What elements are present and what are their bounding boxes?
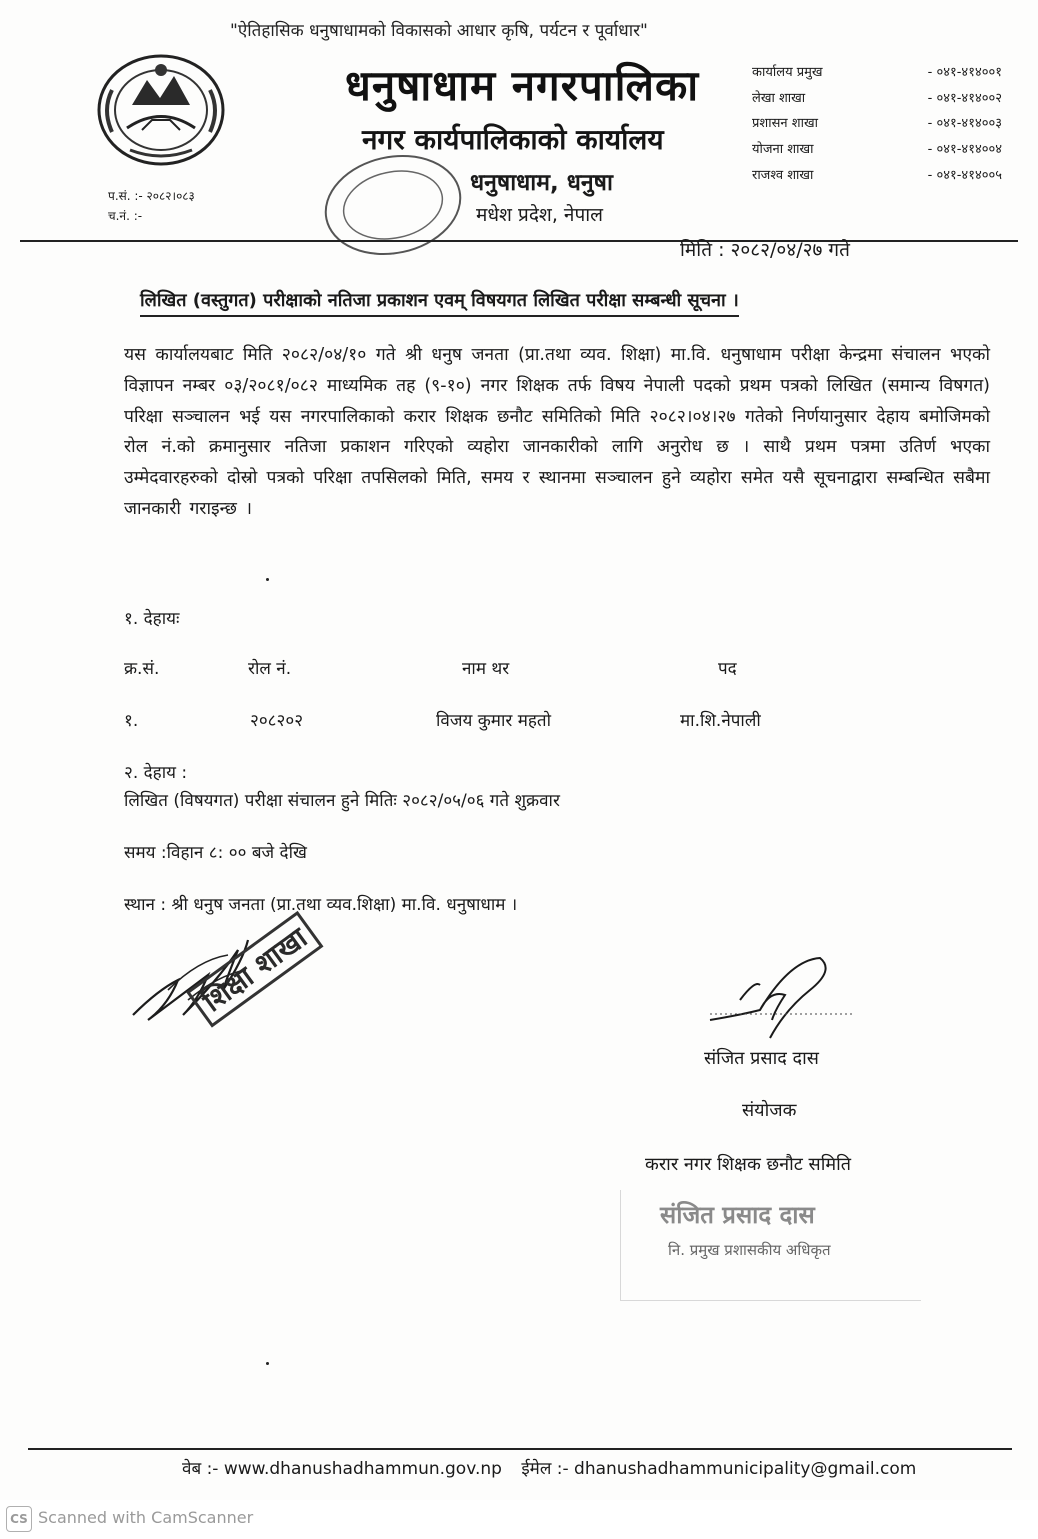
notice-body: यस कार्यालयबाट मिति २०८२/०४/१० गते श्री धनुष जनता (प्रा.तथा व्यव. शिक्षा) मा.वि. धनुषाधाम परीक्षा केन्द्रमा संचालन भएको विज्ञापन नम्बर ०३/२०८१/०८२ माध्यमिक तह (९-१०) नगर शिक्षक तर्फ विषय नेपाली पदको प्रथम पत्रको लिखित (समान्य विषगत) परिक्षा सञ्चालन भई यस नगरपालिकाको करार शिक्षक छनौट समितिको मिति २०८२।०४।२७ गतेको निर्णयानुसार देहाय बमोजिमको रोल नं.को क्रमानुसार नतिजा प्रकाशन गरिएको व्यहोरा जानकारीको लागि अनुरोध छ । साथै प्रथम पत्रमा उतिर्ण भएका उम्मेदवारहरुको दोस्रो पत्रको परिक्षा तपसिलको मिति, समय र स्थानमा सञ्चालन हुने व्यहोरा समेत यसै सूचनाद्वारा सम्बन्धित सबैमा जानकारी गराइन्छ ।: [124, 345, 990, 519]
contact-row: [752, 135, 1002, 161]
footer-email: ईमेल :- dhanushadhammunicipality@gmail.com: [521, 1459, 917, 1479]
col-header-name: नाम थर: [462, 659, 510, 679]
contact-list: [752, 58, 1002, 187]
dispatch-no: च.नं. :-: [108, 209, 143, 223]
col-header-roll: रोल नं.: [248, 659, 292, 679]
contact-dept: राजश्व शाखा: [752, 168, 814, 184]
contact-row: [752, 110, 1002, 136]
cell-post: मा.शि.नेपाली: [680, 711, 761, 731]
name-stamp-title: नि. प्रमुख प्रशासकीय अधिकृत: [668, 1241, 831, 1259]
signatory-role: संयोजक: [742, 1100, 797, 1121]
contact-dept: योजना शाखा: [752, 142, 814, 158]
contact-phone: - ०४१-४१४००१: [927, 64, 1002, 80]
stray-mark: [266, 578, 269, 581]
contact-phone: - ०४१-४१४००४: [927, 142, 1002, 158]
col-header-post: पद: [718, 659, 737, 679]
contact-phone: - ०४१-४१४००५: [927, 168, 1002, 184]
notice-subject: लिखित (वस्तुगत) परीक्षाको नतिजा प्रकाशन एवम् विषयगत लिखित परीक्षा सम्बन्धी सूचना ।: [140, 288, 739, 317]
footer-web: वेब :- www.dhanushadhammun.gov.np: [182, 1459, 502, 1479]
contact-row: [752, 161, 1002, 187]
footer: [182, 1456, 930, 1479]
ref-no: प.सं. :- २०८२।०८३: [108, 189, 195, 203]
exam-venue: स्थान : श्री धनुष जनता (प्रा.तथा व्यव.शिक्षा) मा.वि. धनुषाधाम ।: [124, 895, 518, 915]
cell-name: विजय कुमार महतो: [436, 711, 552, 731]
signatory-name: संजित प्रसाद दास: [704, 1048, 819, 1069]
contact-dept: लेखा शाखा: [752, 90, 806, 106]
motto: "ऐतिहासिक धनुषाधामको विकासको आधार कृषि, पर्यटन र पूर्वाधार": [230, 21, 648, 41]
reference-numbers: [108, 186, 195, 226]
section2-heading: २. देहाय :: [124, 763, 188, 783]
org-name: धनुषाधाम नगरपालिका: [345, 61, 700, 110]
committee-name: करार नगर शिक्षक छनौट समिति: [645, 1154, 852, 1175]
branch-stamp: शिक्षा शाखा: [186, 911, 323, 1028]
exam-date: लिखित (विषयगत) परीक्षा संचालन हुने मितिः २०८२/०५/०६ गते शुक्रवार: [124, 791, 560, 811]
stray-mark: [266, 1362, 269, 1365]
issue-date: मिति : २०८२/०४/२७ गते: [680, 239, 850, 261]
camscanner-logo-icon: CS: [6, 1506, 32, 1532]
contact-dept: प्रशासन शाखा: [752, 116, 818, 132]
section1-heading: १. देहायः: [124, 609, 180, 629]
cell-serial: १.: [124, 711, 139, 731]
location-line1: धनुषाधाम, धनुषा: [470, 170, 613, 196]
contact-row: [752, 58, 1002, 84]
office-name: नगर कार्यपालिकाको कार्यालय: [362, 123, 664, 156]
location-line2: मधेश प्रदेश, नेपाल: [476, 204, 604, 226]
cell-roll: २०८२०२: [250, 711, 304, 731]
contact-row: [752, 84, 1002, 110]
name-stamp-name: संजित प्रसाद दास: [660, 1201, 815, 1229]
contact-phone: - ०४१-४१४००२: [927, 90, 1002, 106]
footer-divider: [28, 1448, 1012, 1450]
signature-icon: [700, 950, 860, 1040]
camscanner-text: Scanned with CamScanner: [38, 1508, 254, 1527]
header-divider: [20, 240, 1018, 242]
office-seal-icon: [318, 150, 468, 260]
contact-dept: कार्यालय प्रमुख: [752, 64, 823, 80]
exam-time: समय :विहान ८: ०० बजे देखि: [124, 843, 307, 863]
col-header-serial: क्र.सं.: [124, 659, 160, 679]
contact-phone: - ०४१-४१४००३: [927, 116, 1002, 132]
government-emblem-icon: [92, 50, 230, 170]
